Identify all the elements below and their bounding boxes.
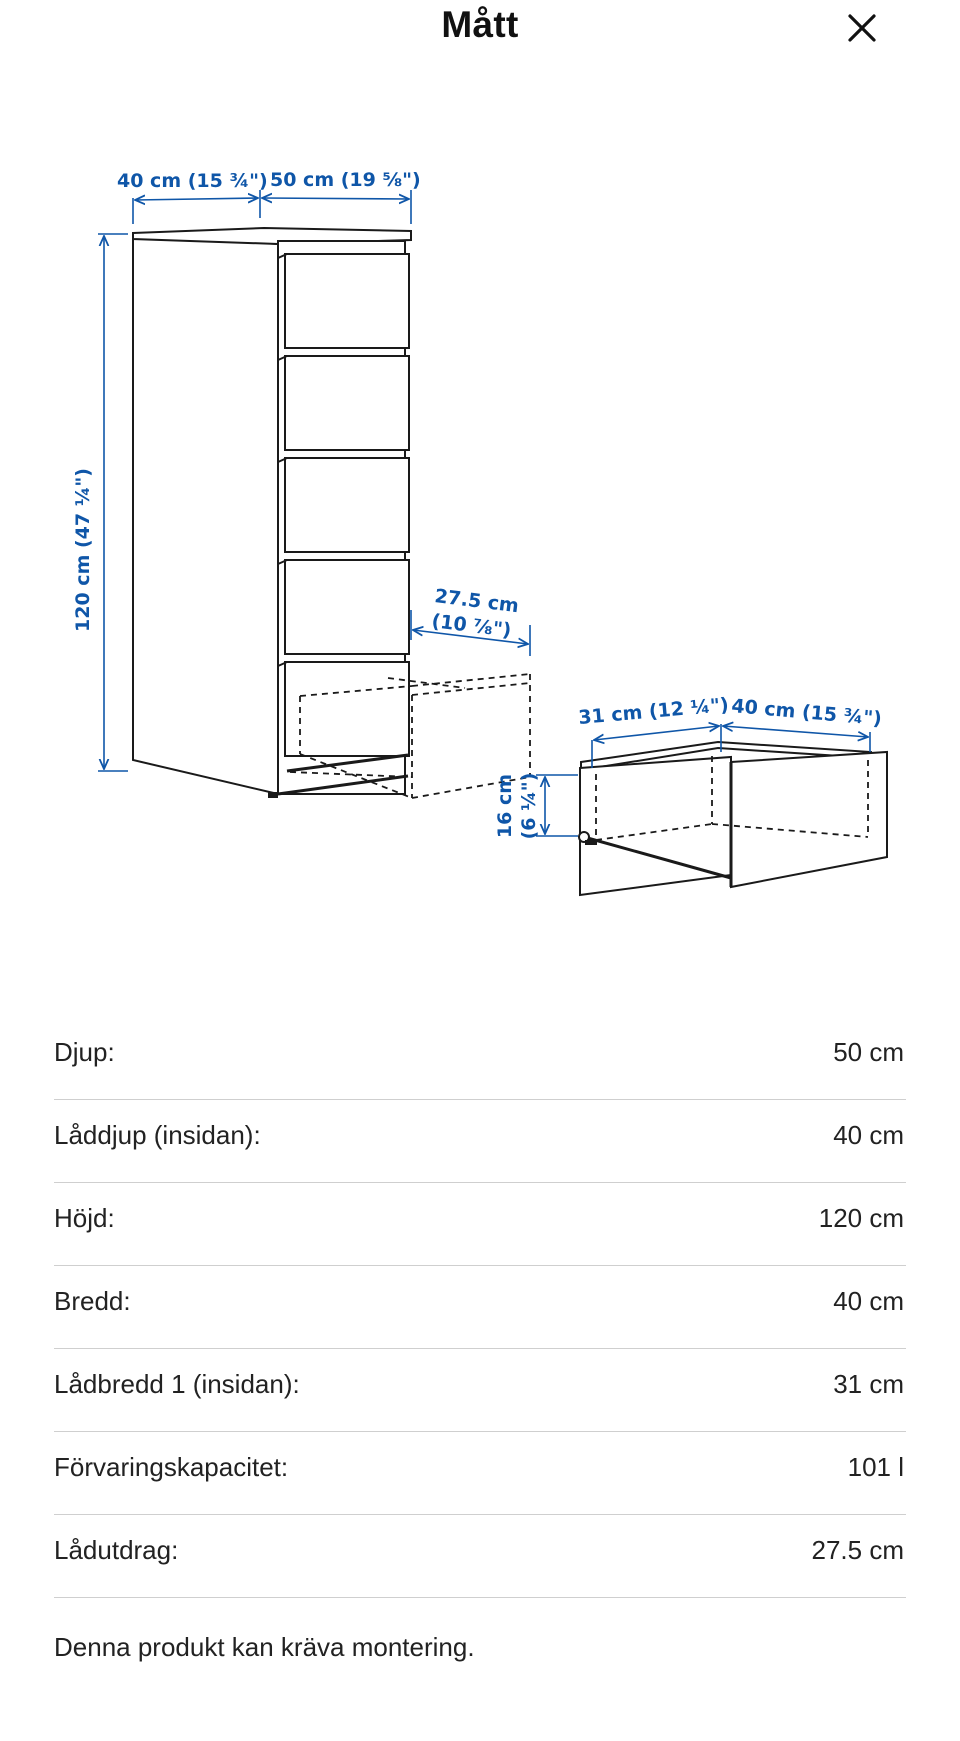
drawer-height-label-line2: (6 ¼") (518, 772, 540, 840)
close-button[interactable] (840, 6, 884, 50)
dresser-drawing (98, 190, 530, 798)
dresser-drawer-1 (285, 254, 409, 348)
spec-label: Höjd: (54, 1203, 115, 1233)
drawer-width-dimension-line (594, 726, 719, 740)
drawer-drawing (536, 724, 887, 895)
dimension-drawing (0, 140, 960, 1000)
spec-value: 40 cm (833, 1120, 904, 1150)
dimension-spec-list (54, 1017, 906, 1598)
spec-value: 101 l (847, 1452, 904, 1482)
spec-label: Lådbredd 1 (insidan): (54, 1369, 300, 1399)
drawer-height-label-line1: 16 cm (494, 773, 516, 839)
dresser-width-label: 40 cm (15 ¾") (117, 170, 268, 192)
dresser-side-panel (133, 234, 278, 794)
spec-value: 40 cm (833, 1286, 904, 1316)
spec-row-drawer-extension (54, 1515, 906, 1598)
spec-row-storage-capacity (54, 1432, 906, 1515)
spec-row-drawer-width (54, 1349, 906, 1432)
spec-row-width (54, 1266, 906, 1349)
drawer-depth-dimension-line (723, 726, 868, 737)
sheet-header (0, 0, 960, 56)
dresser-height-label: 120 cm (47 ¼") (72, 468, 94, 632)
dresser-depth-label: 50 cm (19 ⅝") (270, 169, 421, 191)
drawer-front-panel (731, 752, 887, 887)
spec-value: 120 cm (818, 1203, 904, 1233)
spec-label: Förvaringskapacitet: (54, 1452, 289, 1482)
close-icon (840, 6, 884, 50)
assembly-note: Denna produkt kan kräva montering. (54, 1632, 475, 1662)
dimension-illustration (0, 140, 960, 1000)
dresser-drawer-3 (285, 458, 409, 552)
depth-dimension-line (262, 198, 409, 199)
spec-label: Låddjup (insidan): (54, 1120, 261, 1150)
extension-label-line2: (10 ⅞") (430, 610, 513, 642)
spec-value: 50 cm (833, 1037, 904, 1067)
spec-row-depth (54, 1017, 906, 1100)
drawer-width-label: 31 cm (12 ¼") (577, 693, 730, 729)
spec-value: 27.5 cm (811, 1535, 904, 1565)
dresser-drawer-2 (285, 356, 409, 450)
dresser-drawer-4 (285, 560, 409, 654)
spec-row-drawer-depth (54, 1100, 906, 1183)
spec-label: Lådutdrag: (54, 1535, 179, 1565)
dresser-foot (268, 792, 278, 798)
extension-label-line1: 27.5 cm (433, 585, 521, 618)
drawer-depth-label: 40 cm (15 ¾") (730, 695, 883, 731)
page-title: Mått (441, 4, 519, 45)
spec-label: Djup: (54, 1037, 115, 1067)
dresser-drawer-5 (285, 662, 409, 756)
spec-label: Bredd: (54, 1286, 131, 1316)
drawer-left-side (580, 757, 731, 895)
width-dimension-line (135, 198, 258, 200)
spec-value: 31 cm (833, 1369, 904, 1399)
spec-row-height (54, 1183, 906, 1266)
